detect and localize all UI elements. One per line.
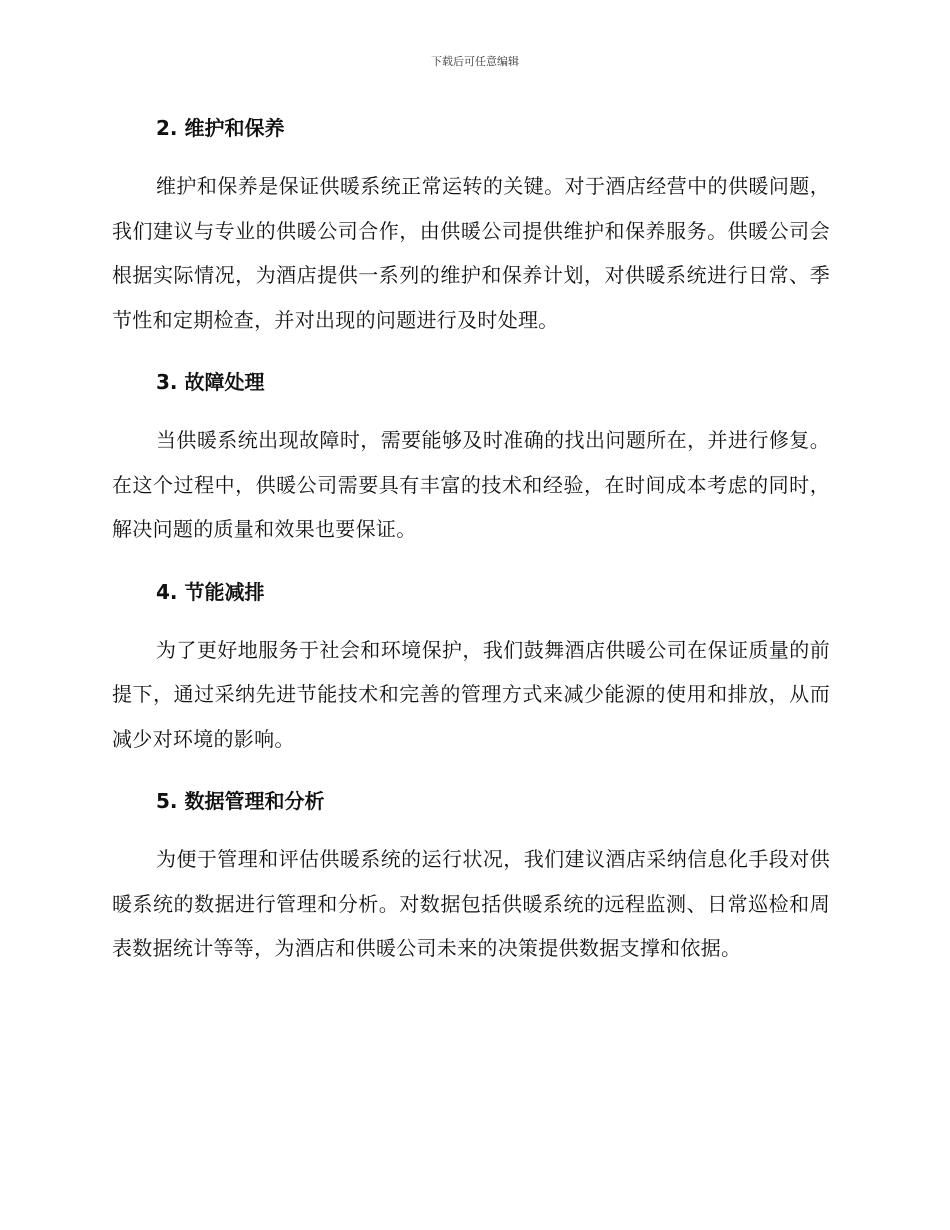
section-heading: 5. 数据管理和分析 — [156, 789, 325, 813]
section-data-management — [112, 783, 830, 971]
section-heading: 4. 节能减排 — [156, 579, 265, 604]
section-heading: 3. 故障处理 — [156, 370, 265, 394]
section-paragraph: 当供暖系统出现故障时，需要能够及时准确的找出问题所在，并进行修复。在这个过程中，供暖公司需要具有丰富的技术和经验，在时间成本考虑的同时，解决问题的质量和效果也要保证。 — [112, 428, 830, 541]
document-body — [112, 110, 830, 993]
header-note: 下载后可任意编辑 — [431, 55, 519, 68]
section-paragraph: 为便于管理和评估供暖系统的运行状况，我们建议酒店采纳信息化手段对供暖系统的数据进行管理和分析。对数据包括供暖系统的远程监测、日常巡检和周表数据统计等等，为酒店和供暖公司未来的决策提供数据支撑和依据。 — [112, 847, 830, 960]
section-maintenance — [112, 110, 830, 342]
section-heading: 2. 维护和保养 — [156, 116, 285, 140]
section-energy-saving — [112, 574, 830, 762]
section-fault-handling — [112, 364, 830, 552]
section-paragraph: 为了更好地服务于社会和环境保护，我们鼓舞酒店供暖公司在保证质量的前提下，通过采纳先进节能技术和完善的管理方式来减少能源的使用和排放，从而减少对环境的影响。 — [112, 637, 830, 751]
section-paragraph: 维护和保养是保证供暖系统正常运转的关键。对于酒店经营中的供暖问题，我们建议与专业的供暖公司合作，由供暖公司提供维护和保养服务。供暖公司会根据实际情况，为酒店提供一系列的维护和保养计划，对供暖系统进行日常、季节性和定期检查，并对出现的问题进行及时处理。 — [112, 174, 830, 332]
